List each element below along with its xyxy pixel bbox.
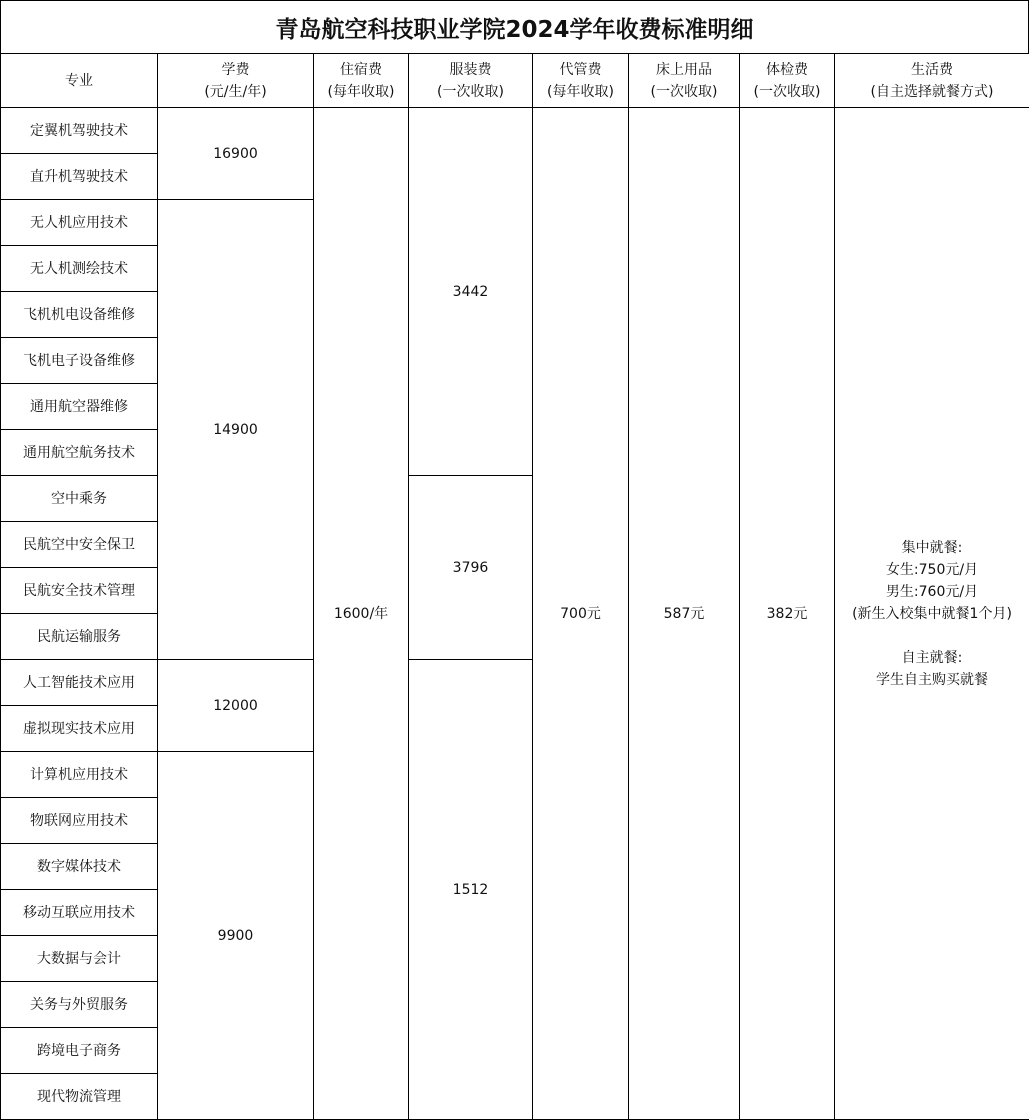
major-cell: 无人机应用技术: [1, 200, 158, 246]
table-row: [1, 108, 1029, 154]
living-female: 女生:750元/月: [835, 559, 1029, 581]
major-cell: 计算机应用技术: [1, 752, 158, 798]
living-cell: [835, 108, 1029, 1120]
header-tuition: 学费 (元/生/年): [158, 54, 314, 108]
header-bedding: 床上用品 (一次收取): [629, 54, 740, 108]
header-custody: 代管费 (每年收取): [533, 54, 629, 108]
major-cell: 数字媒体技术: [1, 844, 158, 890]
major-cell: 飞机机电设备维修: [1, 292, 158, 338]
tuition-cell: 12000: [158, 660, 314, 752]
header-checkup: 体检费 (一次收取): [740, 54, 835, 108]
tuition-cell: 14900: [158, 200, 314, 660]
major-cell: 民航空中安全保卫: [1, 522, 158, 568]
checkup-cell: 382元: [740, 108, 835, 1120]
major-cell: 物联网应用技术: [1, 798, 158, 844]
major-cell: 直升机驾驶技术: [1, 154, 158, 200]
header-living: 生活费 (自主选择就餐方式): [835, 54, 1029, 108]
custody-cell: 700元: [533, 108, 629, 1120]
living-note: (新生入校集中就餐1个月): [835, 603, 1029, 625]
major-cell: 关务与外贸服务: [1, 982, 158, 1028]
major-cell: 空中乘务: [1, 476, 158, 522]
header-major: 专业: [1, 54, 158, 108]
living-spacer: [835, 625, 1029, 647]
living-male: 男生:760元/月: [835, 581, 1029, 603]
uniform-cell: 1512: [409, 660, 533, 1120]
tuition-cell: 9900: [158, 752, 314, 1120]
living-self-desc: 学生自主购买就餐: [835, 669, 1029, 691]
major-cell: 通用航空航务技术: [1, 430, 158, 476]
major-cell: 民航运输服务: [1, 614, 158, 660]
uniform-cell: 3442: [409, 108, 533, 476]
header-uniform: 服装费 (一次收取): [409, 54, 533, 108]
major-cell: 定翼机驾驶技术: [1, 108, 158, 154]
living-group-label: 集中就餐:: [835, 537, 1029, 559]
major-cell: 民航安全技术管理: [1, 568, 158, 614]
living-self-label: 自主就餐:: [835, 647, 1029, 669]
uniform-cell: 3796: [409, 476, 533, 660]
dorm-cell: 1600/年: [314, 108, 409, 1120]
major-cell: 现代物流管理: [1, 1074, 158, 1120]
major-cell: 虚拟现实技术应用: [1, 706, 158, 752]
major-cell: 飞机电子设备维修: [1, 338, 158, 384]
fee-table: [0, 53, 1029, 1120]
major-cell: 移动互联应用技术: [1, 890, 158, 936]
header-dorm: 住宿费 (每年收取): [314, 54, 409, 108]
major-cell: 大数据与会计: [1, 936, 158, 982]
header-row: [1, 54, 1029, 108]
major-cell: 通用航空器维修: [1, 384, 158, 430]
bedding-cell: 587元: [629, 108, 740, 1120]
major-cell: 无人机测绘技术: [1, 246, 158, 292]
page-title: 青岛航空科技职业学院2024学年收费标准明细: [0, 0, 1029, 54]
tuition-cell: 16900: [158, 108, 314, 200]
major-cell: 跨境电子商务: [1, 1028, 158, 1074]
major-cell: 人工智能技术应用: [1, 660, 158, 706]
